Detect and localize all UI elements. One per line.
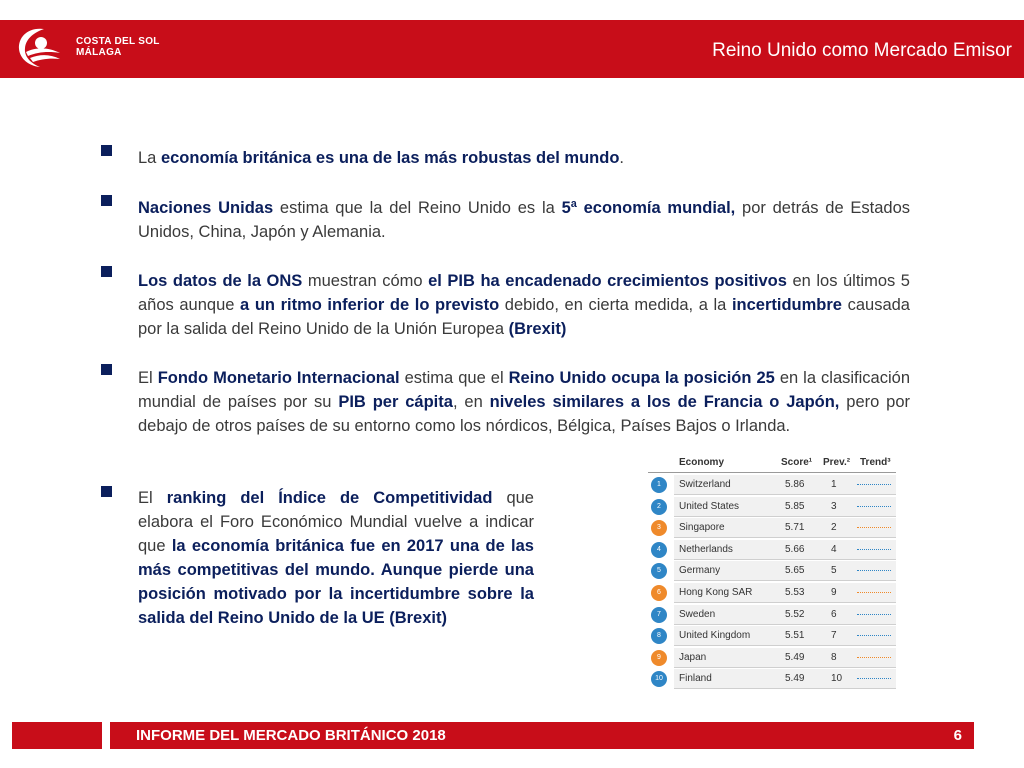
emphasis-text: Fondo Monetario Internacional xyxy=(157,369,400,387)
score-value: 5.49 xyxy=(785,673,805,685)
previous-rank: 2 xyxy=(831,522,837,534)
rank-badge: 2 xyxy=(651,499,667,515)
country-name: Netherlands xyxy=(679,543,733,555)
body-text: , en xyxy=(452,393,490,411)
body-text: causada por la salida del Reino Unido de la Unión Europea xyxy=(138,296,910,338)
rank-badge: 3 xyxy=(651,520,667,536)
body-text: debido, en cierta medida, a la xyxy=(499,296,732,314)
ranking-header-row xyxy=(648,452,896,473)
previous-rank: 5 xyxy=(831,565,837,577)
score-value: 5.51 xyxy=(785,630,805,642)
bullet-marker xyxy=(101,486,112,497)
rank-badge: 4 xyxy=(651,542,667,558)
body-text: pero por debajo de otros países de su entorno como los nórdicos, Bélgica, Países Bajos o Irlanda. xyxy=(138,393,911,435)
trend-sparkline xyxy=(857,570,891,571)
body-text: muestran cómo xyxy=(302,272,429,290)
body-text: El xyxy=(138,369,158,387)
country-name: United States xyxy=(679,500,740,512)
previous-rank: 6 xyxy=(831,608,837,620)
bullet-text-5 xyxy=(138,486,534,630)
emphasis-text: el PIB ha encadenado crecimientos positivos xyxy=(428,272,787,290)
header-prev: Prev.² xyxy=(823,457,851,468)
score-value: 5.85 xyxy=(785,500,805,512)
rank-badge: 1 xyxy=(651,477,667,493)
country-name: Germany xyxy=(679,565,721,577)
body-text: . xyxy=(619,149,624,167)
country-name: Singapore xyxy=(679,522,725,534)
country-name: Japan xyxy=(679,651,707,663)
table-row xyxy=(648,582,896,604)
table-row xyxy=(648,668,896,690)
competitiveness-ranking-table xyxy=(648,452,896,692)
body-text: El xyxy=(138,489,167,507)
country-name: Sweden xyxy=(679,608,716,620)
country-name: Switzerland xyxy=(679,479,731,490)
rank-badge: 10 xyxy=(651,671,667,687)
trend-sparkline xyxy=(857,527,891,528)
previous-rank: 3 xyxy=(831,500,837,512)
previous-rank: 1 xyxy=(831,479,837,490)
table-row xyxy=(648,496,896,518)
body-text: que elabora el Foro Económico Mundial vuelve a indicar que xyxy=(138,489,534,555)
bullet-text-4 xyxy=(138,366,910,438)
body-text: La xyxy=(138,149,161,167)
bullet-marker xyxy=(101,145,112,156)
country-name: Hong Kong SAR xyxy=(679,587,753,598)
table-row xyxy=(648,539,896,561)
bullet-marker xyxy=(101,195,112,206)
body-text: por detrás de Estados Unidos, China, Japón y Alemania. xyxy=(138,199,911,241)
emphasis-text: Naciones Unidas xyxy=(138,199,274,217)
body-text: estima que la del Reino Unido es la xyxy=(273,199,562,217)
emphasis-text: 5ª economía mundial, xyxy=(561,199,736,217)
page-title: Reino Unido como Mercado Emisor xyxy=(712,40,1012,61)
rank-badge: 9 xyxy=(651,650,667,666)
previous-rank: 9 xyxy=(831,587,837,598)
logo-line-1: COSTA DEL SOL xyxy=(76,36,160,47)
header-economy: Economy xyxy=(679,457,725,468)
emphasis-text: niveles similares a los de Francia o Japón, xyxy=(489,393,840,411)
emphasis-text: a un ritmo inferior de lo previsto xyxy=(240,296,500,314)
body-text: estima que el xyxy=(399,369,509,387)
trend-sparkline xyxy=(857,506,891,507)
previous-rank: 10 xyxy=(831,673,843,685)
table-row xyxy=(648,474,896,496)
bullet-text-2 xyxy=(138,196,910,244)
score-value: 5.86 xyxy=(785,479,805,490)
body-text: en la clasificación mundial de países por su xyxy=(138,369,910,411)
trend-sparkline xyxy=(857,678,891,679)
bullet-text-1 xyxy=(138,146,910,170)
country-name: United Kingdom xyxy=(679,630,751,642)
bullet-text-3 xyxy=(138,269,910,341)
previous-rank: 4 xyxy=(831,543,837,555)
table-row xyxy=(648,647,896,669)
emphasis-text: PIB per cápita xyxy=(338,393,453,411)
trend-sparkline xyxy=(857,592,891,593)
score-value: 5.65 xyxy=(785,565,805,577)
bullet-marker xyxy=(101,266,112,277)
footer-bar xyxy=(110,722,974,749)
trend-sparkline xyxy=(857,635,891,636)
previous-rank: 7 xyxy=(831,630,837,642)
footer-title: INFORME DEL MERCADO BRITÁNICO 2018 xyxy=(136,727,446,744)
bullet-marker xyxy=(101,364,112,375)
rank-badge: 7 xyxy=(651,607,667,623)
score-value: 5.66 xyxy=(785,543,805,555)
logo-line-2: MÁLAGA xyxy=(76,47,122,58)
score-value: 5.53 xyxy=(785,587,805,598)
table-row xyxy=(648,604,896,626)
score-value: 5.71 xyxy=(785,522,805,534)
emphasis-text: Los datos de la ONS xyxy=(138,272,303,290)
trend-sparkline xyxy=(857,549,891,550)
trend-sparkline xyxy=(857,657,891,658)
emphasis-text: ranking del Índice de Competitividad xyxy=(166,489,493,507)
table-row xyxy=(648,560,896,582)
table-row xyxy=(648,625,896,647)
page-number: 6 xyxy=(953,727,962,744)
emphasis-text: (Brexit) xyxy=(508,320,567,338)
country-name: Finland xyxy=(679,673,712,685)
previous-rank: 8 xyxy=(831,651,837,663)
trend-sparkline xyxy=(857,484,891,485)
trend-sparkline xyxy=(857,614,891,615)
score-value: 5.52 xyxy=(785,608,805,620)
header-trend: Trend³ xyxy=(860,457,891,468)
rank-badge: 6 xyxy=(651,585,667,601)
emphasis-text: incertidumbre xyxy=(731,296,842,314)
rank-badge: 8 xyxy=(651,628,667,644)
emphasis-text: Reino Unido ocupa la posición 25 xyxy=(508,369,775,387)
emphasis-text: economía británica es una de las más robustas del mundo xyxy=(160,149,620,167)
header-score: Score¹ xyxy=(781,457,813,468)
rank-badge: 5 xyxy=(651,563,667,579)
table-row xyxy=(648,517,896,539)
score-value: 5.49 xyxy=(785,651,805,663)
footer-accent-block xyxy=(12,722,102,749)
body-text: en los últimos 5 años aunque xyxy=(138,272,910,314)
emphasis-text: la economía británica fue en 2017 una de las más competitivas del mundo. Aunque pierde una posición motivado por la incertidumbre sobre la salida del Reino Unido de la UE (Brexit) xyxy=(138,537,534,627)
